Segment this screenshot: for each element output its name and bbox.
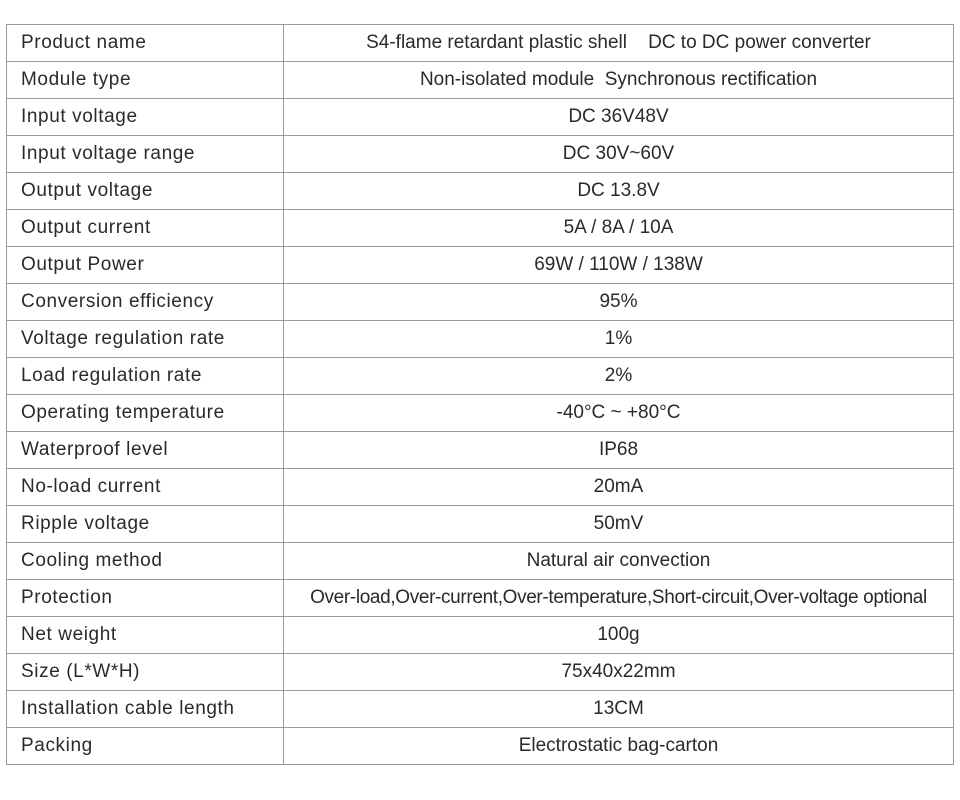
spec-label: Conversion efficiency xyxy=(7,284,284,321)
spec-label: Load regulation rate xyxy=(7,358,284,395)
spec-value: 100g xyxy=(284,617,954,654)
spec-value: 95% xyxy=(284,284,954,321)
spec-label: Product name xyxy=(7,25,284,62)
spec-value: Natural air convection xyxy=(284,543,954,580)
spec-value: Electrostatic bag-carton xyxy=(284,728,954,765)
spec-label: Ripple voltage xyxy=(7,506,284,543)
spec-label: Input voltage range xyxy=(7,136,284,173)
spec-label: No-load current xyxy=(7,469,284,506)
table-row xyxy=(7,691,954,728)
table-row xyxy=(7,506,954,543)
spec-label: Size (L*W*H) xyxy=(7,654,284,691)
spec-value: Non-isolated module Synchronous rectification xyxy=(284,62,954,99)
table-row xyxy=(7,321,954,358)
table-row xyxy=(7,617,954,654)
table-row xyxy=(7,284,954,321)
spec-table-body xyxy=(7,25,954,765)
spec-label: Input voltage xyxy=(7,99,284,136)
spec-value: DC 13.8V xyxy=(284,173,954,210)
spec-label: Net weight xyxy=(7,617,284,654)
spec-value: 20mA xyxy=(284,469,954,506)
spec-value: 13CM xyxy=(284,691,954,728)
spec-label: Output Power xyxy=(7,247,284,284)
table-row xyxy=(7,62,954,99)
spec-value: DC 30V~60V xyxy=(284,136,954,173)
table-row xyxy=(7,99,954,136)
spec-label: Packing xyxy=(7,728,284,765)
spec-label: Cooling method xyxy=(7,543,284,580)
table-row xyxy=(7,358,954,395)
table-row xyxy=(7,728,954,765)
table-row xyxy=(7,580,954,617)
table-row xyxy=(7,469,954,506)
table-row xyxy=(7,654,954,691)
table-row xyxy=(7,173,954,210)
spec-label: Waterproof level xyxy=(7,432,284,469)
table-row xyxy=(7,25,954,62)
spec-label: Voltage regulation rate xyxy=(7,321,284,358)
spec-value: 69W / 110W / 138W xyxy=(284,247,954,284)
spec-label: Installation cable length xyxy=(7,691,284,728)
table-row xyxy=(7,136,954,173)
spec-value: DC 36V48V xyxy=(284,99,954,136)
spec-value: 75x40x22mm xyxy=(284,654,954,691)
table-row xyxy=(7,432,954,469)
spec-value: S4-flame retardant plastic shell DC to DC power converter xyxy=(284,25,954,62)
spec-label: Operating temperature xyxy=(7,395,284,432)
spec-value: Over-load,Over-current,Over-temperature,Short-circuit,Over-voltage optional xyxy=(284,580,954,617)
table-row xyxy=(7,395,954,432)
spec-value: IP68 xyxy=(284,432,954,469)
spec-value: -40°C ~ +80°C xyxy=(284,395,954,432)
spec-label: Output voltage xyxy=(7,173,284,210)
spec-value: 1% xyxy=(284,321,954,358)
spec-label: Module type xyxy=(7,62,284,99)
spec-label: Output current xyxy=(7,210,284,247)
spec-value: 2% xyxy=(284,358,954,395)
table-row xyxy=(7,543,954,580)
table-row xyxy=(7,210,954,247)
spec-value: 5A / 8A / 10A xyxy=(284,210,954,247)
spec-value: 50mV xyxy=(284,506,954,543)
spec-table xyxy=(6,24,954,765)
spec-label: Protection xyxy=(7,580,284,617)
table-row xyxy=(7,247,954,284)
